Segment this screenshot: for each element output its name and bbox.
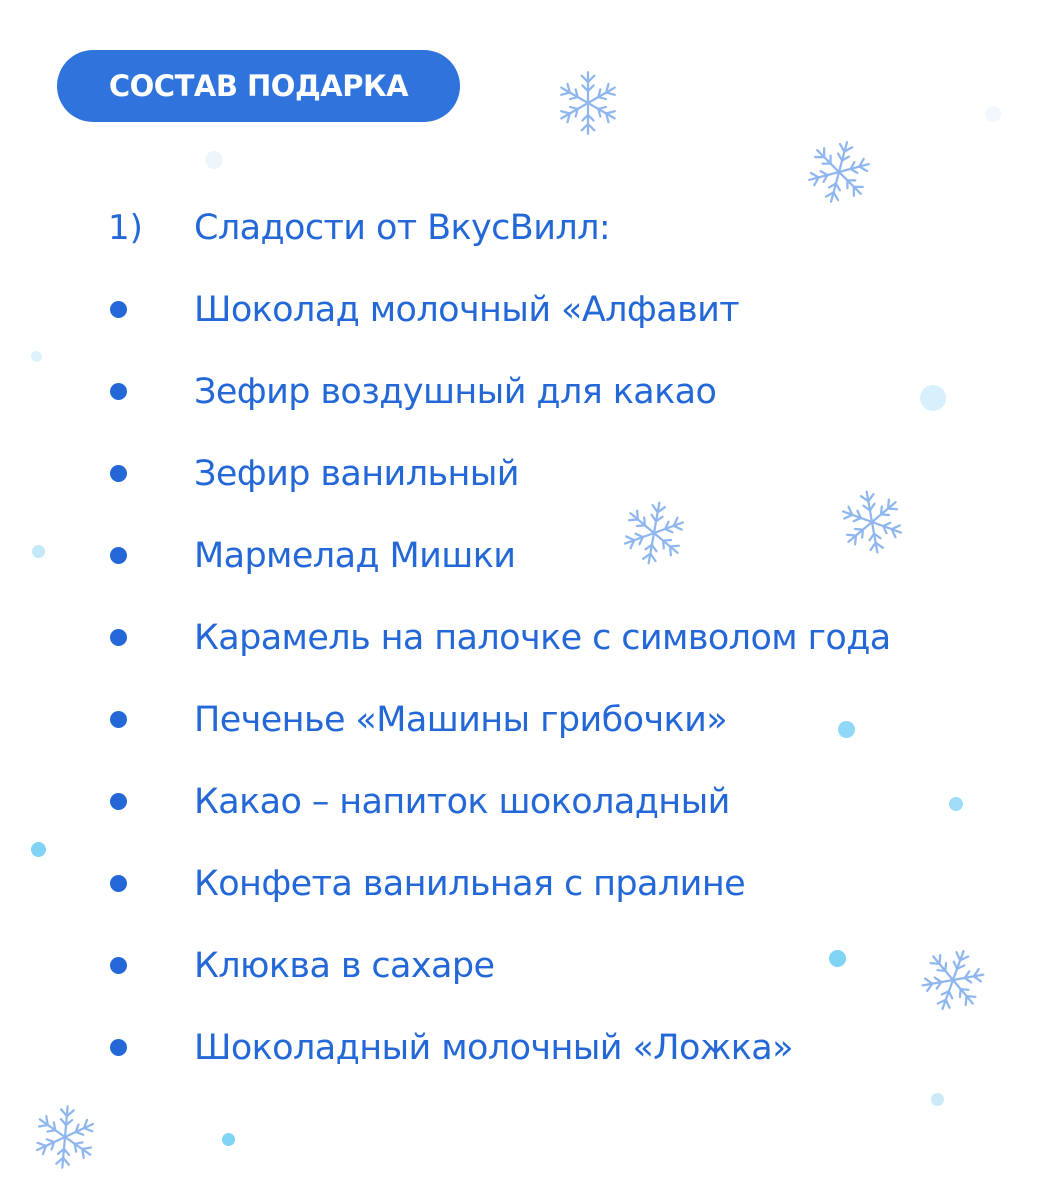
list-item [0,690,1047,750]
snowflake-icon [30,1102,100,1172]
snowflake-icon [619,498,689,568]
list-item-text: Карамель на палочке с символом года [194,618,891,658]
snowflake-icon [918,945,988,1015]
list-item-text: Клюква в сахаре [194,946,495,986]
bullet-icon [110,629,127,646]
list-item [0,936,1047,996]
list-item-text: Мармелад Мишки [194,536,516,576]
list-heading [0,198,1047,258]
bullet-icon [110,711,127,728]
snow-dot-icon [31,351,42,362]
list-item [0,608,1047,668]
bullet-icon [110,793,127,810]
list-item [0,1018,1047,1078]
list-heading-text: Сладости от ВкусВилл: [194,208,611,248]
bullet-icon [110,547,127,564]
list-item-text: Шоколад молочный «Алфавит [194,290,740,330]
snow-dot-icon [985,106,1001,122]
snow-dot-icon [838,721,855,738]
bullet-icon [110,875,127,892]
list-item [0,362,1047,422]
list-item-text: Какао – напиток шоколадный [194,782,730,822]
snow-dot-icon [205,151,223,169]
list-item [0,772,1047,832]
badge-title: СОСТАВ ПОДАРКА [108,69,409,103]
bullet-icon [110,465,127,482]
snow-dot-icon [829,950,846,967]
snow-dot-icon [949,797,963,811]
bullet-icon [110,957,127,974]
list-item-text: Печенье «Машины грибочки» [194,700,728,740]
snow-dot-icon [931,1093,944,1106]
snow-dot-icon [32,545,45,558]
list-item [0,854,1047,914]
list-item-text: Шоколадный молочный «Ложка» [194,1028,793,1068]
bullet-icon [110,383,127,400]
snow-dot-icon [222,1133,235,1146]
snow-dot-icon [920,385,946,411]
bullet-icon [110,301,127,318]
snow-dot-icon [31,842,46,857]
list-item-text: Зефир ванильный [194,454,519,494]
list-item [0,280,1047,340]
list-item-text: Конфета ванильная с пралине [194,864,746,904]
snowflake-icon [804,137,874,207]
list-number: 1) [108,208,143,248]
snowflake-icon [837,487,907,557]
list-item-text: Зефир воздушный для какао [194,372,717,412]
snowflake-icon [553,68,623,138]
bullet-icon [110,1039,127,1056]
